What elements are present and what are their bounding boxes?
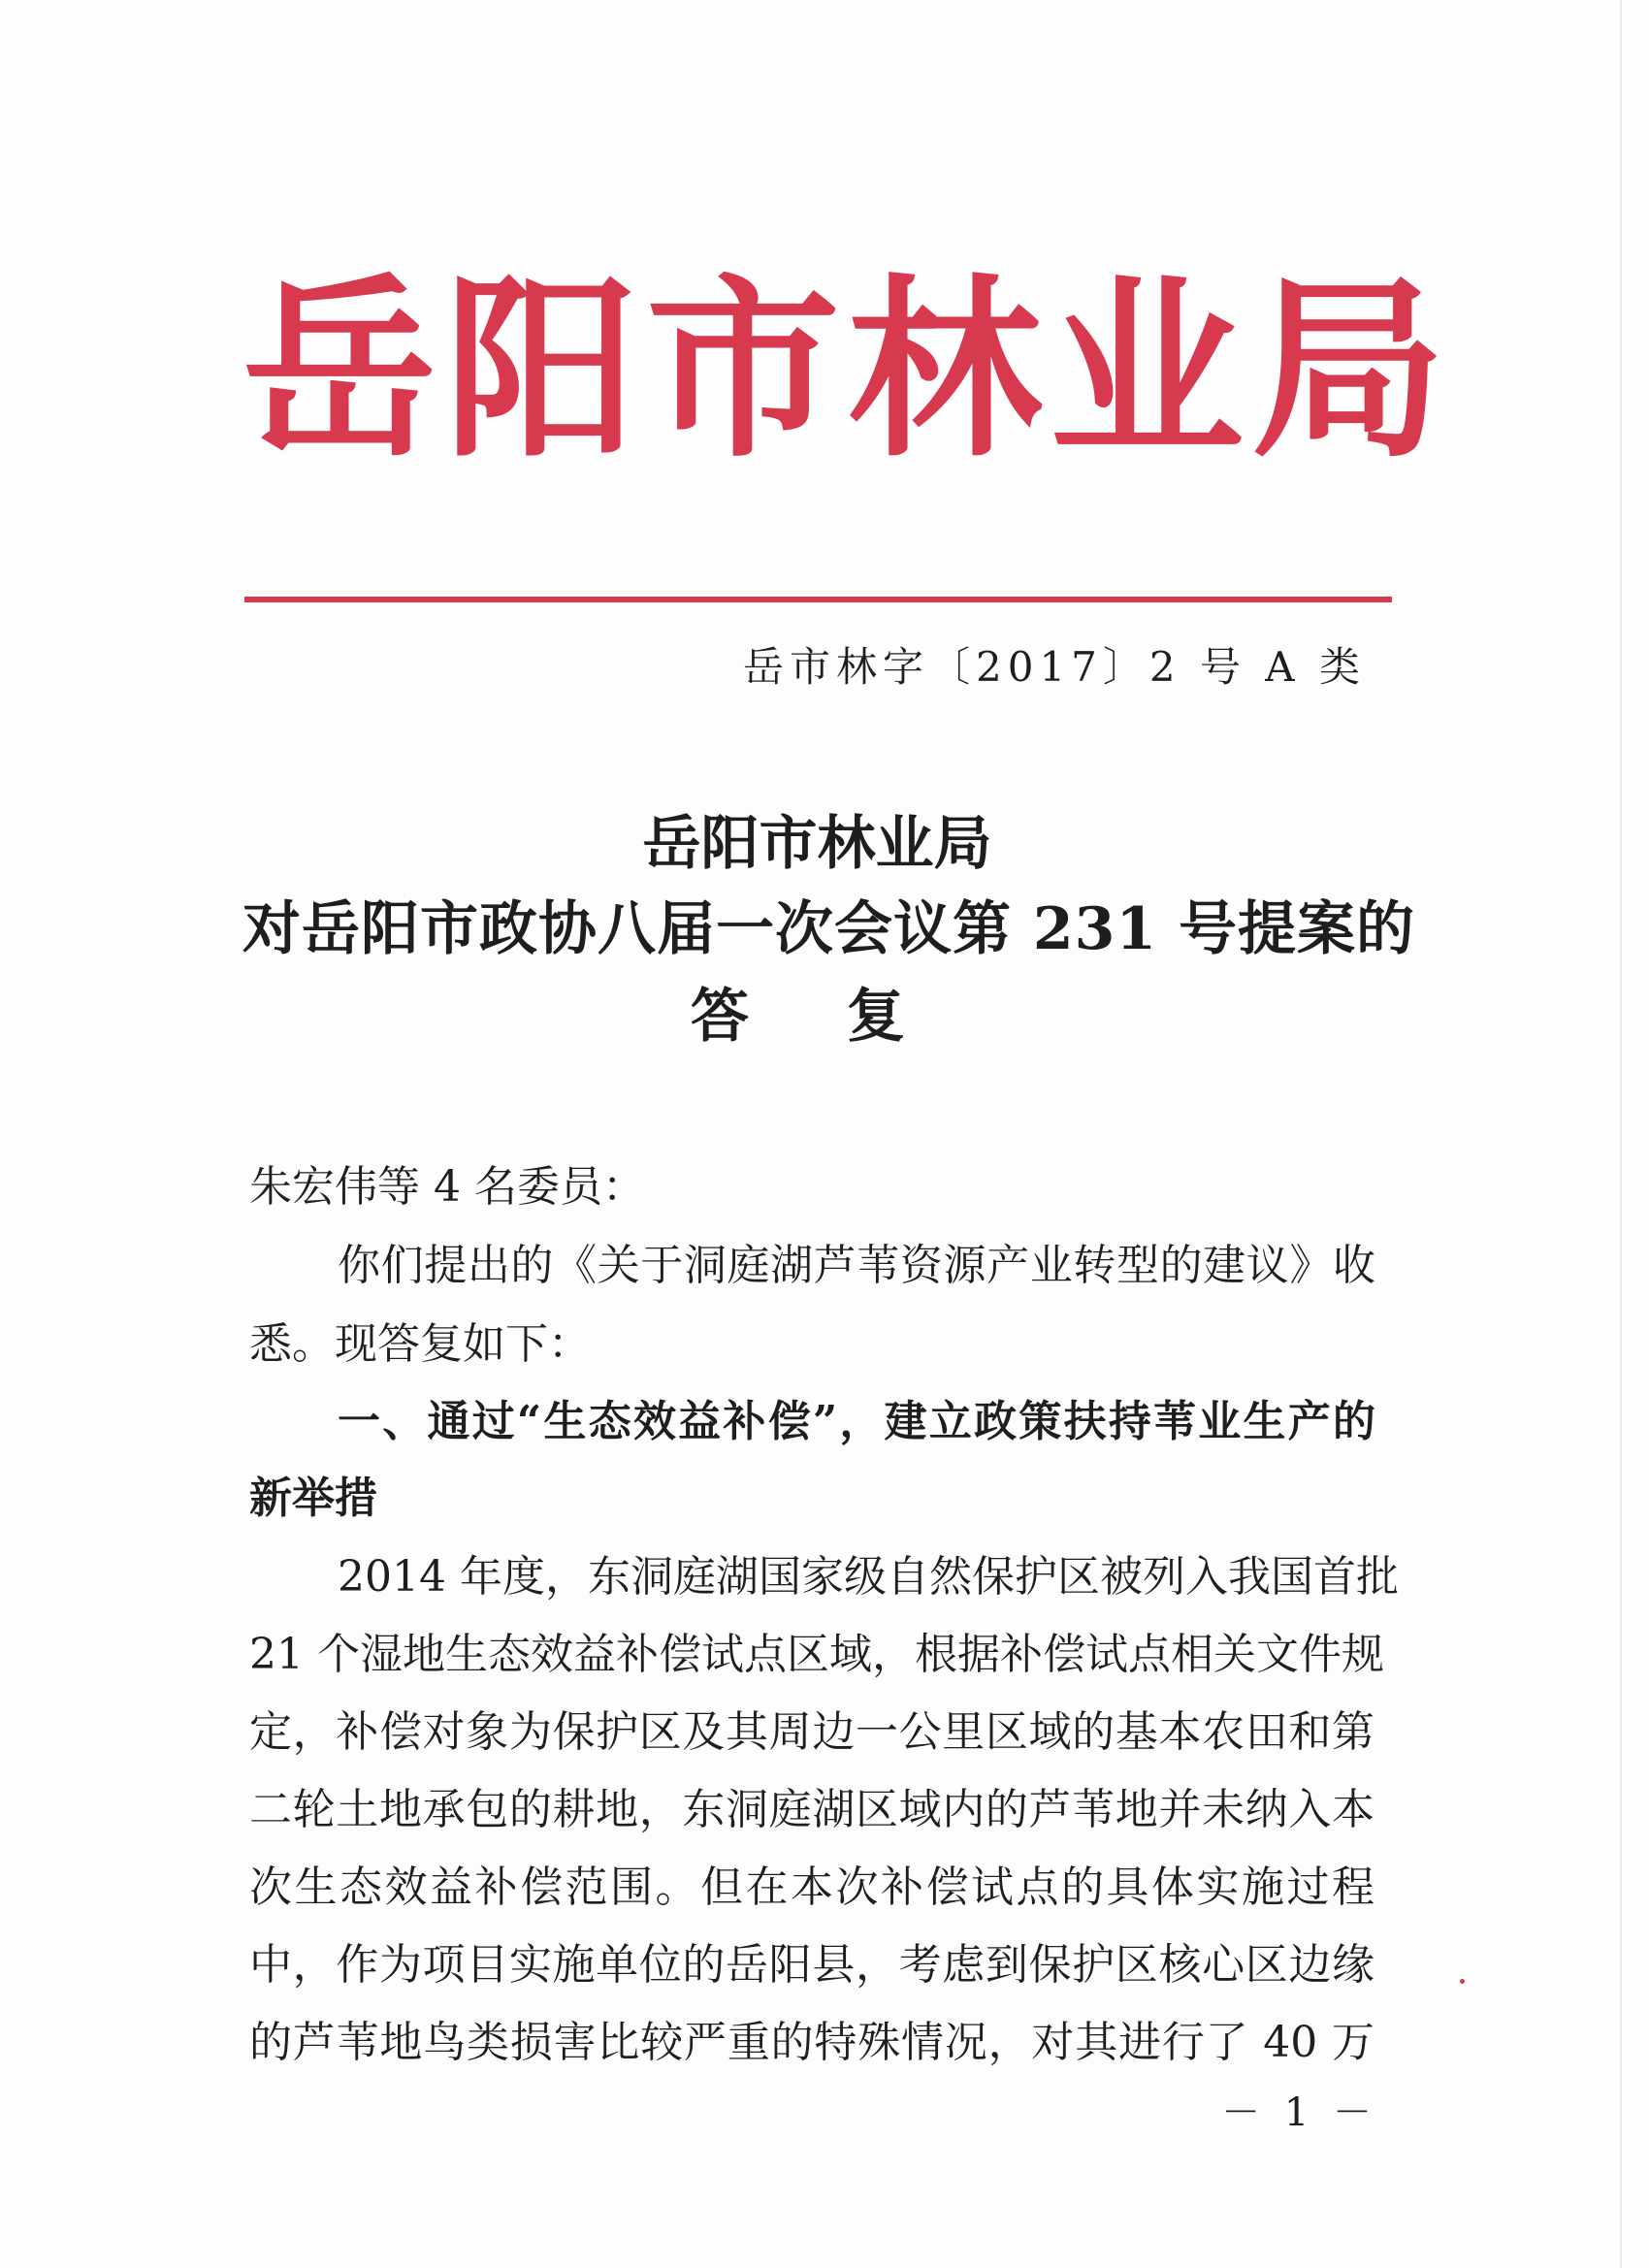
body-line: 二轮土地承包的耕地，东洞庭湖区域内的芦苇地并未纳入本 <box>249 1785 1374 1834</box>
scan-speck <box>1460 1979 1465 1984</box>
body-line: 2014 年度，东洞庭湖国家级自然保护区被列入我国首批 <box>338 1552 1399 1602</box>
salutation: 朱宏伟等 4 名委员： <box>249 1162 645 1212</box>
body-line: 定，补偿对象为保护区及其周边一公里区域的基本农田和第 <box>249 1707 1374 1757</box>
red-divider-rule <box>244 597 1392 602</box>
document-number: 岳市林字〔2017〕2 号 A 类 <box>743 643 1366 691</box>
section-heading: 一、通过“生态效益补偿”，建立政策扶持苇业生产的 <box>338 1397 1375 1446</box>
masthead-title: 岳阳市林业局 <box>242 256 1454 484</box>
body-line: 悉。现答复如下： <box>249 1319 591 1369</box>
reply-title-line-1: 岳阳市林业局 <box>642 810 992 878</box>
reply-title-line-2: 对岳阳市政协八届一次会议第 231 号提案的 <box>242 895 1416 963</box>
reply-title-line-3: 答 复 <box>691 983 944 1051</box>
body-line: 21 个湿地生态效益补偿试点区域，根据补偿试点相关文件规 <box>249 1630 1384 1679</box>
page-number: － 1 － <box>1221 2090 1377 2135</box>
scan-edge <box>1620 0 1622 2268</box>
section-heading: 新举措 <box>249 1474 377 1523</box>
body-line: 次生态效益补偿范围。但在本次补偿试点的具体实施过程 <box>249 1863 1374 1912</box>
body-line: 的芦苇地鸟类损害比较严重的特殊情况，对其进行了 40 万 <box>249 2018 1374 2067</box>
body-line: 中，作为项目实施单位的岳阳县，考虑到保护区核心区边缘 <box>249 1940 1374 1990</box>
body-line: 你们提出的《关于洞庭湖芦苇资源产业转型的建议》收 <box>338 1241 1375 1290</box>
